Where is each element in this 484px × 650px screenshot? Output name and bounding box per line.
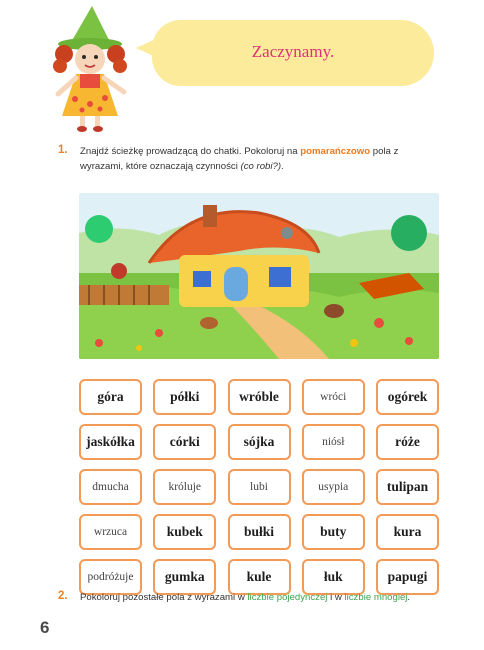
speech-bubble-text: Zaczynamy.: [251, 42, 335, 61]
girl-mascot-illustration: [40, 4, 140, 132]
task-2-number: 2.: [58, 590, 68, 602]
word-box[interactable]: bułki: [228, 514, 291, 550]
task-1-instruction: [80, 144, 440, 174]
task-1-text-part3: .: [281, 161, 284, 172]
task-1-hint: (co robi?): [240, 161, 282, 172]
word-box[interactable]: ogórek: [376, 379, 439, 415]
word-box[interactable]: jaskółka: [79, 424, 142, 460]
speech-bubble: [152, 20, 434, 86]
task-2-text-part1: Pokoloruj pozostałe pola z wyrazami w: [80, 592, 248, 603]
cottage-scene-illustration: [79, 193, 439, 359]
task-1-highlight-orange: pomarańczowo: [300, 146, 371, 157]
task-2-text-part2: i w: [327, 592, 345, 603]
word-box[interactable]: wrzuca: [79, 514, 142, 550]
task-2-singular: liczbie pojedynczej: [247, 592, 328, 603]
word-box[interactable]: kubek: [153, 514, 216, 550]
word-box[interactable]: kule: [228, 559, 291, 595]
word-box[interactable]: półki: [153, 379, 216, 415]
word-box[interactable]: dmucha: [79, 469, 142, 505]
word-box[interactable]: buty: [302, 514, 365, 550]
word-box[interactable]: gumka: [153, 559, 216, 595]
page-number: 6: [40, 618, 50, 637]
task-1-text-part1: Znajdź ścieżkę prowadzącą do chatki. Pokoloruj na: [80, 146, 301, 157]
word-box[interactable]: wróble: [228, 379, 291, 415]
word-box[interactable]: sójka: [228, 424, 291, 460]
word-box[interactable]: niósł: [302, 424, 365, 460]
task-1-text-part2: pola z wyrazami, które oznaczają czynności: [80, 146, 399, 172]
word-box[interactable]: góra: [79, 379, 142, 415]
task-2-instruction: [80, 590, 450, 605]
word-box[interactable]: króluje: [153, 469, 216, 505]
word-box[interactable]: wróci: [302, 379, 365, 415]
task-2-plural: liczbie mnogiej: [344, 592, 408, 603]
word-box[interactable]: kura: [376, 514, 439, 550]
task-2-text-part3: .: [407, 592, 411, 603]
task-1-number: 1.: [58, 144, 68, 156]
word-box[interactable]: lubi: [228, 469, 291, 505]
word-box[interactable]: róże: [376, 424, 439, 460]
word-box[interactable]: podróżuje: [79, 559, 142, 595]
word-box[interactable]: tulipan: [376, 469, 439, 505]
word-box[interactable]: łuk: [302, 559, 365, 595]
word-box[interactable]: papugi: [376, 559, 439, 595]
word-box[interactable]: usypia: [302, 469, 365, 505]
word-box[interactable]: córki: [153, 424, 216, 460]
word-grid: [79, 379, 439, 595]
